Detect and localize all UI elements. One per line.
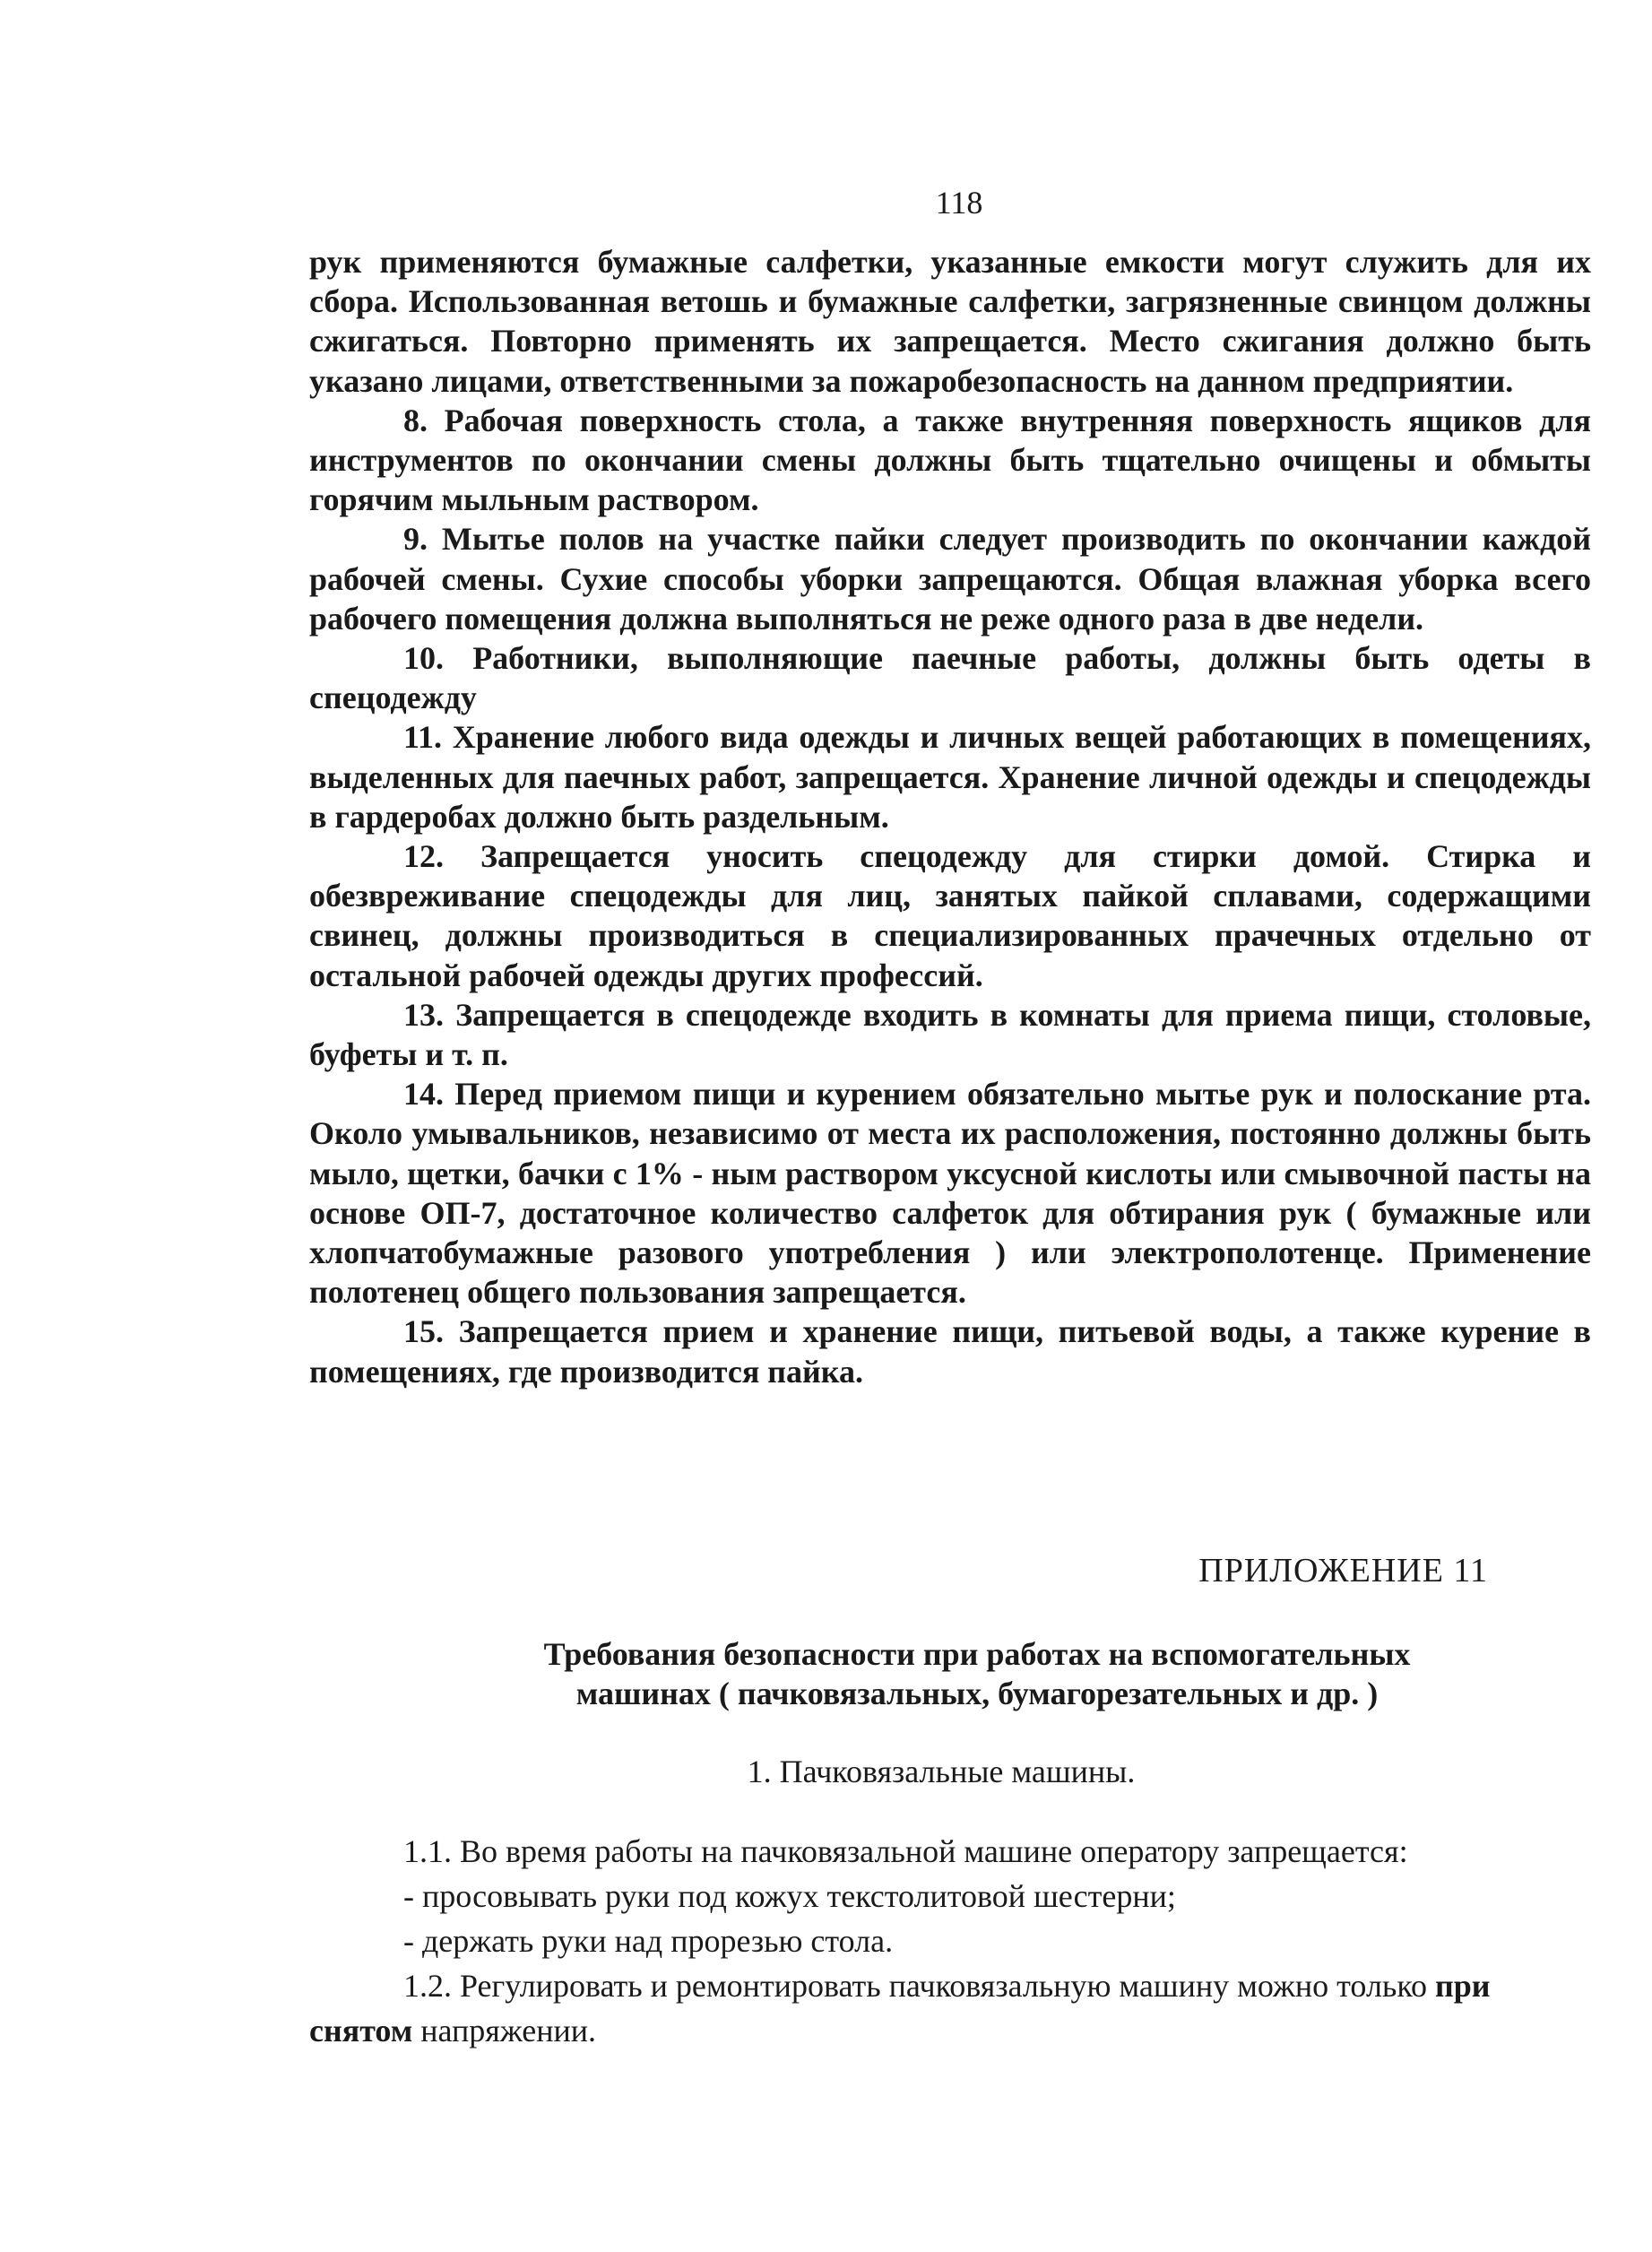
section-heading-line-2: машинах ( пачковязальных, бумагорезательных и др. ) [575,1676,1379,1711]
paragraph-continuation: рук применяются бумажные салфетки, указанные емкости могут служить для их сбора. Использованная ветошь и бумажные салфетки, загрязненные свинцом должны сжигаться. Повторно применять их запрещается. Место сжигания должно быть указано лицами, ответственными за пожаробезопасность на данном предприятии. [309,244,1591,399]
rule-1-2-end: напряжении. [412,2013,597,2048]
appendix-title: ПРИЛОЖЕНИЕ 11 [1198,1552,1488,1589]
paragraph-13: 13. Запрещается в спецодежде входить в комнаты для приема пищи, столовые, буфеты и т. п. [309,996,1591,1073]
section-heading-line-1: Требования безопасности при работах на вспомогательных [543,1636,1411,1672]
rule-1-2 [309,1963,1591,2053]
page-number: 118 [935,185,983,221]
section-heading [385,1634,1569,1713]
paragraph-8: 8. Рабочая поверхность стола, а также внутренняя поверхность ящиков для инструментов по окончании смены должны быть тщательно очищены и обмыты горячим мыльным раствором. [309,402,1591,518]
paragraph-9: 9. Мытье полов на участке пайки следует производить по окончании каждой рабочей смены. Сухие способы уборки запрещаются. Общая влажная уборка всего рабочего помещения должна выполняться не реже одного раза в две недели. [309,521,1591,637]
paragraph-10: 10. Работники, выполняющие паечные работы, должны быть одеты в спецодежду [309,640,1591,716]
subsection-title: 1. Пачковязальные машины. [747,1754,1136,1789]
body-text [309,242,1591,1391]
rule-1-2-bold: при снятом [309,1968,1491,2048]
rule-dash-1: - просовывать руки под кожух текстолитовой шестерни; [403,1878,1176,1914]
paragraph-14: 14. Перед приемом пищи и курением обязательно мытье рук и полоскание рта. Около умывальников, независимо от места их расположения, постоянно должны быть мыло, щетки, бачки с 1% - ным раствором уксусной кислоты или смывочной пасты на основе ОП-7, достаточное количество салфеток для обтирания рук ( бумажные или хлопчатобумажные разового употребления ) или электрополотенце. Применение полотенец общего пользования запрещается. [309,1076,1591,1311]
rule-1-2-start: 1.2. Регулировать и ремонтировать пачковязальную машину можно только [403,1968,1427,2004]
paragraph-12: 12. Запрещается уносить спецодежду для стирки домой. Стирка и обезвреживание спецодежды для лиц, занятых пайкой сплавами, содержащими свинец, должны производиться в специализированных прачечных отдельно от остальной рабочей одежды других профессий. [309,838,1591,993]
paragraph-11: 11. Хранение любого вида одежды и личных вещей работающих в помещениях, выделенных для паечных работ, запрещается. Хранение личной одежды и спецодежды в гардеробах должно быть раздельным. [309,719,1591,835]
rule-dash-2: - держать руки над прорезью стола. [403,1923,894,1959]
paragraph-15: 15. Запрещается прием и хранение пищи, питьевой воды, а также курение в помещениях, где производится пайка. [309,1313,1591,1390]
rule-1-1: 1.1. Во время работы на пачковязальной машине оператору запрещается: [403,1833,1408,1869]
rules-list [309,1829,1591,2053]
